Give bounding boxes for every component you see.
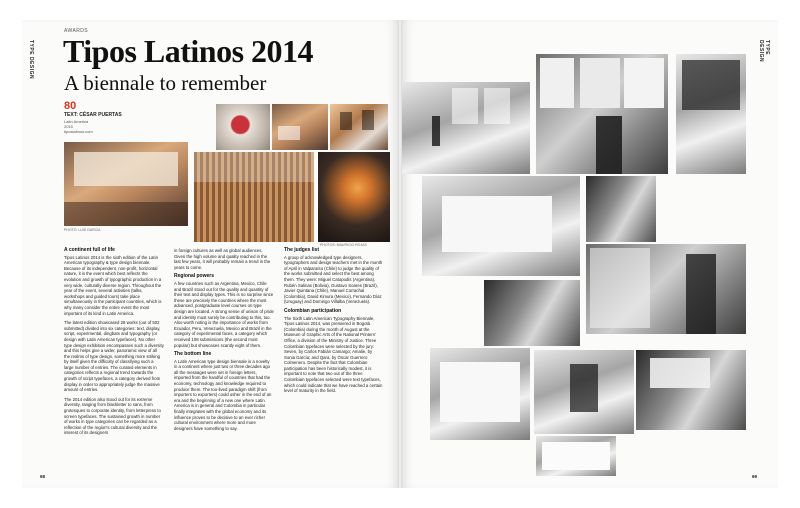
paragraph: in foreign cultures as well as global audiences. Given the high volume and quality reached in the last few years, it will probably remain a trend in the years to come. bbox=[174, 248, 271, 270]
byline: TEXT: CÉSAR PUERTAS bbox=[64, 112, 122, 118]
photo-credit: PHOTO: LUIS GARCIA bbox=[64, 228, 101, 232]
text-column-3 bbox=[284, 248, 384, 398]
text-column-1 bbox=[64, 248, 164, 440]
column-heading: A continent full of life bbox=[64, 247, 115, 253]
photo-drawing-hands bbox=[430, 348, 530, 440]
photo-wood-type bbox=[194, 152, 314, 242]
photo-red-stamp bbox=[216, 104, 270, 150]
photo-poster-wall bbox=[536, 54, 668, 174]
section-label: AWARDS bbox=[64, 28, 88, 34]
column-heading: Regional powers bbox=[174, 273, 215, 280]
left-side-tag: TYPE DESIGN bbox=[28, 40, 34, 80]
photo-credit: PHOTOS: MAURICIO ROJAS bbox=[320, 243, 367, 247]
photo-workshop bbox=[272, 104, 328, 150]
article-title: Tipos Latinos 2014 bbox=[63, 33, 314, 69]
paragraph: Tipos Latinos 2014 is the sixth edition of the Latin American typography & type design biennale. Because of its independent, non-profit, horizontal nature, it is the event which best reflects the evolution and growth of typographic production in a very wide, culturally diverse region. Throughout the year of the event, several activities (talks, workshops and guided tours) take place simultaneously in the participant countries, which is why many consider the entire event the most important of its kind in Latin America. bbox=[64, 254, 162, 316]
paragraph: The latest edition showcased 28 works (out of 502 submitted) divided into six categories: text, display, script, experimental, dingbats and typography (or design with Latin American typefaces). No other type design exhibition encompasses such a diversity and this helps give a wider, panoramic view of all the realms of type design, something more striking by itself given the difficulty of classifying such a large number of entries. The curated elements in categories reflects a regional trend towards the growth of script typefaces, a category derived from display in order to appropriately judge the massive amount of entries. bbox=[64, 320, 164, 393]
meta-line: 2015 bbox=[64, 124, 73, 129]
photo-gallery-visitor bbox=[402, 82, 530, 174]
column-heading: Colombian participation bbox=[284, 307, 342, 314]
page-number-right: 69 bbox=[752, 474, 758, 479]
column-heading: The judges list bbox=[284, 247, 320, 253]
photo-poster-detail bbox=[676, 54, 746, 174]
photo-lecture-screen bbox=[636, 350, 746, 430]
meta-line: tiposlatinos.com bbox=[64, 129, 93, 134]
photo-type-specimen-book bbox=[422, 176, 580, 276]
photo-people-group bbox=[330, 104, 388, 150]
photo-audience bbox=[586, 176, 656, 242]
issue-number: 80 bbox=[64, 100, 77, 112]
photo-speaker-bw bbox=[484, 280, 580, 346]
photo-exhibition-room bbox=[64, 142, 188, 226]
text-column-2 bbox=[174, 248, 274, 435]
article-subtitle: A biennale to remember bbox=[64, 71, 267, 95]
right-side-tag: TYPE DESIGN bbox=[758, 40, 770, 63]
paragraph: A group of acknowledged type designers, typographers and design teachers met in the month of April in Valparaíso (Chile) to judge the quality of the works submitted and select the best among them. They were: Miguel Catopodis (Argentina), Rubén Salinas (Bolivia), Gustavo Soares (Brazil), Javier Quintana (Chile), Manuel Corrachal (Colombia), David Kimura (Mexico), Fernando Díaz (Uruguay) and Domingo Villalba (Venezuela). bbox=[284, 254, 383, 305]
photo-speaker bbox=[318, 152, 390, 242]
paragraph: A few countries such as Argentina, Mexico, Chile and Brazil stood out for the quality and quantity of their text and display types. This is no surprise since these are precisely the countries where the most advanced, postgraduate level courses on type design are located. A strong sense of unison of pride and identity must surely be contributing to this, too. Also worth noting is the importance of works from Ecuador, Peru, Venezuela, Mexico and Brazil in the category of experimental faces, a category which received 108 submissions (the second most popular) but showcases scantly eight of them. bbox=[174, 280, 274, 348]
paragraph: The 2014 edition also stood out for its extreme diversity, ranging from blackletter to sans, from grotesques to corporate identity, from letterpress to screen typefaces. The sustained growth in number of works in type categories can be regarded as a reflection of the region's cultural diversity and the interest of its designers bbox=[64, 396, 161, 436]
photo-phone-hand bbox=[534, 350, 634, 434]
paragraph: A Latin American type design biennale is a novelty in a continent where just two or three decades ago all the messages were set in foreign letters, imported from the handful of countries that had the economy, technology and knowledge required to produce them. The too-lived paradigm shift (from importers to exporters) could usher in the end of an era and the beginning of a new one where Latin America is in general and Colombia in particular finally integrates with the global economy and its influence proves to be decisive to an ever richer cultural environment where more and more designers have something to say. bbox=[174, 358, 272, 431]
meta-line: Latin America bbox=[64, 119, 89, 124]
column-heading: The bottom line bbox=[174, 351, 212, 358]
page-number-left: 68 bbox=[40, 474, 46, 479]
paragraph: The Sixth Latin American Typography Biennale, Tipos Latinos 2014, was premiered in Bogotá (Colombia) during the month of August at the Museum of Graphic Arts of the National Printers' Office, a division of the Ministry of Justice. Three Colombian typefaces were selected by the jury: Seven, by Carlos Fabián Camargo; Amalie, by Sonia García; and Qara, by Óscar Guerrero Colmenero. Despite the fact that Colombian participation has been historically modest, it is important to note that two out of the three Colombian typefaces selected were text typefaces, which could indicate that we have reached a certain level of maturity in the field. bbox=[284, 315, 383, 394]
photo-lettering-sketch bbox=[536, 436, 616, 476]
photo-presenter bbox=[586, 244, 746, 334]
